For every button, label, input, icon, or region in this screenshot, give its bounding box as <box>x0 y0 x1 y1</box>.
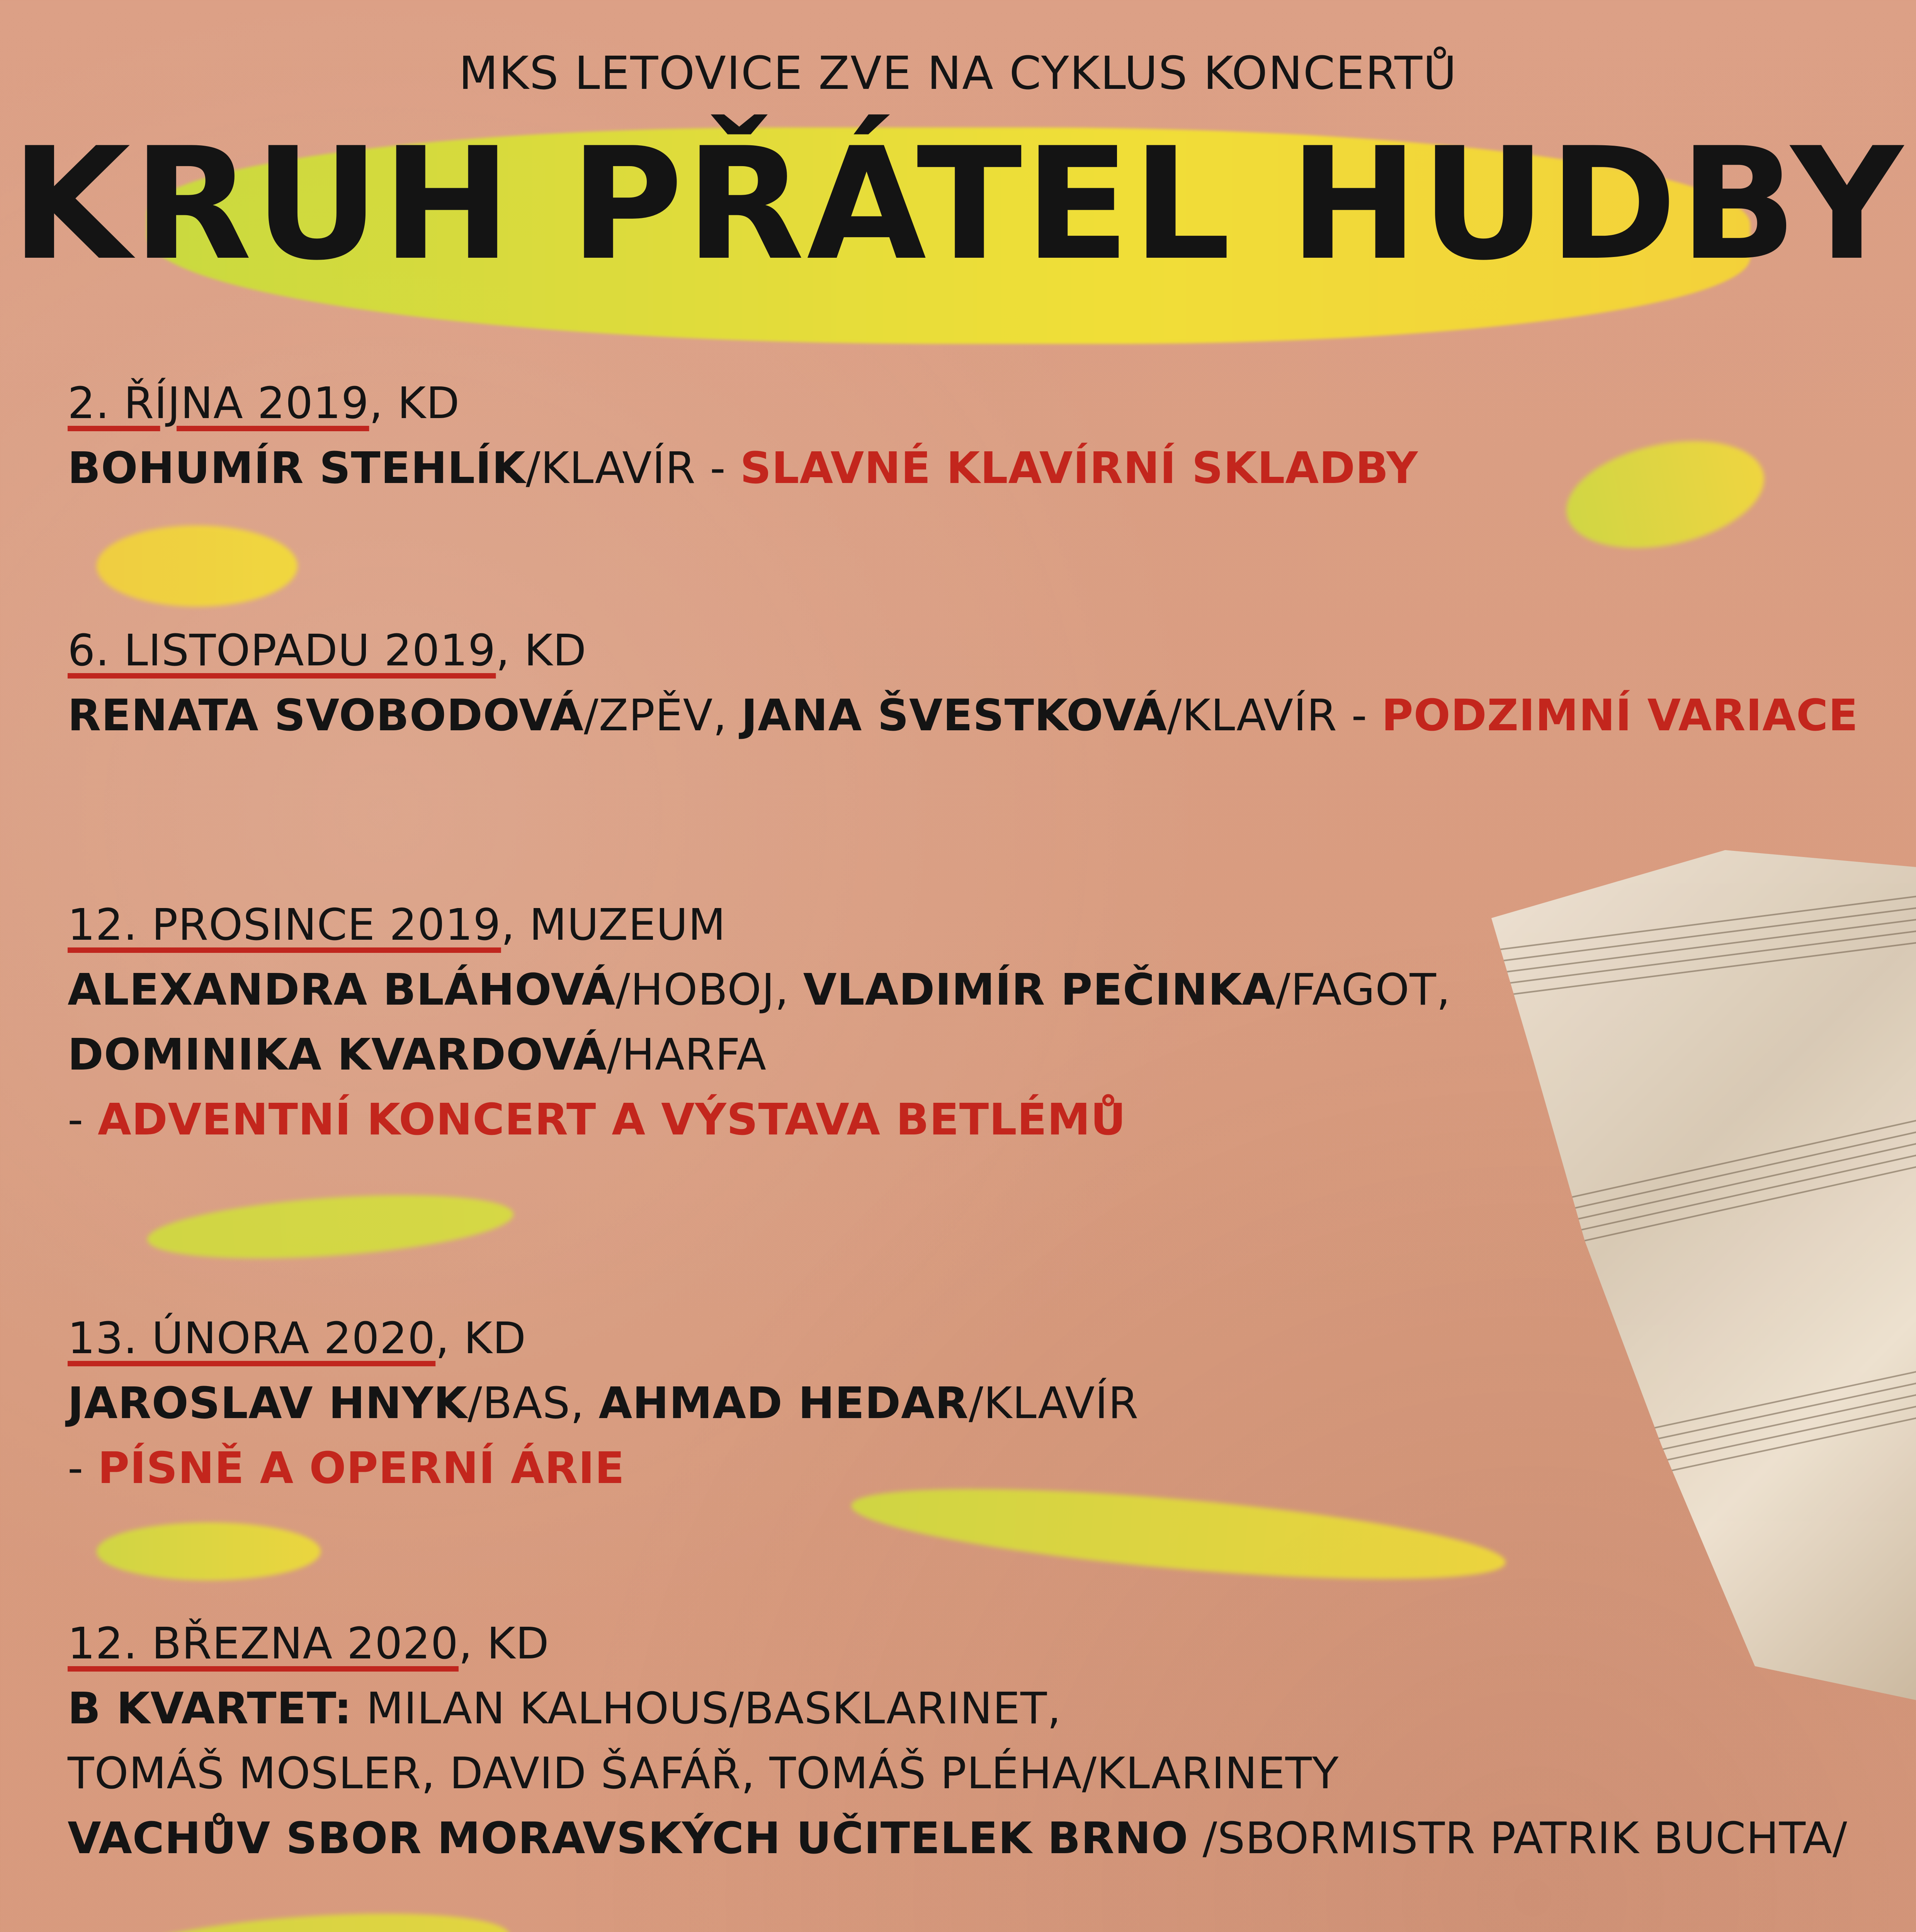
concert-event <box>68 1306 1884 1501</box>
performer-name: VLADIMÍR PEČINKA <box>803 965 1276 1015</box>
event-performers-line <box>68 1436 1884 1501</box>
performer-name: DOMINIKA KVARDOVÁ <box>68 1030 607 1080</box>
event-date-line <box>68 893 1884 957</box>
event-performers-line <box>68 683 1884 748</box>
performer-name: JAROSLAV HNYK <box>68 1378 468 1429</box>
performer-instrument: /BAS, <box>467 1378 599 1429</box>
event-date: 2. ŘÍJNA 2019 <box>68 378 369 429</box>
event-date-line <box>68 371 1884 436</box>
performer-name: JANA ŠVESTKOVÁ <box>741 690 1167 741</box>
performer-instrument: /HARFA <box>607 1030 767 1080</box>
performer-instrument: /HOBOJ, <box>615 965 803 1015</box>
event-performers-line <box>68 1022 1884 1087</box>
header <box>0 0 1916 386</box>
event-venue: , MUZEUM <box>501 900 726 950</box>
event-date-line <box>68 618 1884 683</box>
event-performers-line <box>68 1741 1884 1806</box>
concert-program-title: SLAVNÉ KLAVÍRNÍ SKLADBY <box>740 443 1418 493</box>
performer-instrument: - <box>68 1443 98 1493</box>
event-performers-line <box>68 1371 1884 1436</box>
performer-instrument: /KLAVÍR - <box>525 443 740 493</box>
event-date: 6. LISTOPADU 2019 <box>68 626 496 676</box>
concert-program-title: PODZIMNÍ VARIACE <box>1381 690 1858 741</box>
performer-instrument: /SBORMISTR PATRIK BUCHTA/ <box>1188 1813 1848 1864</box>
event-venue: , KD <box>458 1619 549 1669</box>
concert-event <box>68 371 1884 501</box>
event-performers-line <box>68 1087 1884 1152</box>
brush-stroke <box>99 1902 512 1932</box>
performer-instrument: /ZPĚV, <box>583 690 741 741</box>
concert-event <box>68 893 1884 1152</box>
performer-name: VACHŮV SBOR MORAVSKÝCH UČITELEK BRNO <box>68 1813 1188 1864</box>
performer-instrument: - <box>68 1095 98 1145</box>
concert-event <box>68 1611 1884 1871</box>
brush-stroke <box>97 526 298 607</box>
performer-instrument: TOMÁŠ MOSLER, DAVID ŠAFÁŘ, TOMÁŠ PLÉHA/KLARINETY <box>68 1748 1339 1799</box>
concert-event <box>68 618 1884 748</box>
event-date-line <box>68 1611 1884 1676</box>
performer-name: ALEXANDRA BLÁHOVÁ <box>68 965 616 1015</box>
event-venue: , KD <box>369 378 460 429</box>
event-performers-line <box>68 957 1884 1022</box>
performer-instrument: /KLAVÍR <box>969 1378 1139 1429</box>
performer-name: B KVARTET: <box>68 1684 352 1734</box>
event-date-line <box>68 1306 1884 1371</box>
concert-program-title: ADVENTNÍ KONCERT A VÝSTAVA BETLÉMŮ <box>98 1095 1126 1145</box>
subtitle: MKS LETOVICE ZVE NA CYKLUS KONCERTŮ <box>459 46 1457 100</box>
concert-program-title: PÍSNĚ A OPERNÍ ÁRIE <box>98 1443 625 1493</box>
event-venue: , KD <box>496 626 587 676</box>
event-date: 12. BŘEZNA 2020 <box>68 1619 459 1669</box>
event-venue: , KD <box>435 1313 527 1364</box>
brush-stroke <box>145 1185 515 1269</box>
page-title: KRUH PŘÁTEL HUDBY <box>11 115 1905 294</box>
performer-name: RENATA SVOBODOVÁ <box>68 690 584 741</box>
performer-name: AHMAD HEDAR <box>598 1378 969 1429</box>
brush-stroke <box>97 1522 321 1580</box>
performer-instrument: /KLAVÍR - <box>1167 690 1382 741</box>
performer-name: BOHUMÍR STEHLÍK <box>68 443 526 493</box>
event-performers-line <box>68 1806 1884 1871</box>
event-performers-line <box>68 436 1884 501</box>
performer-instrument: MILAN KALHOUS/BASKLARINET, <box>352 1684 1061 1734</box>
performer-instrument: /FAGOT, <box>1276 965 1451 1015</box>
event-date: 12. PROSINCE 2019 <box>68 900 501 950</box>
event-performers-line <box>68 1676 1884 1741</box>
event-date: 13. ÚNORA 2020 <box>68 1313 436 1364</box>
